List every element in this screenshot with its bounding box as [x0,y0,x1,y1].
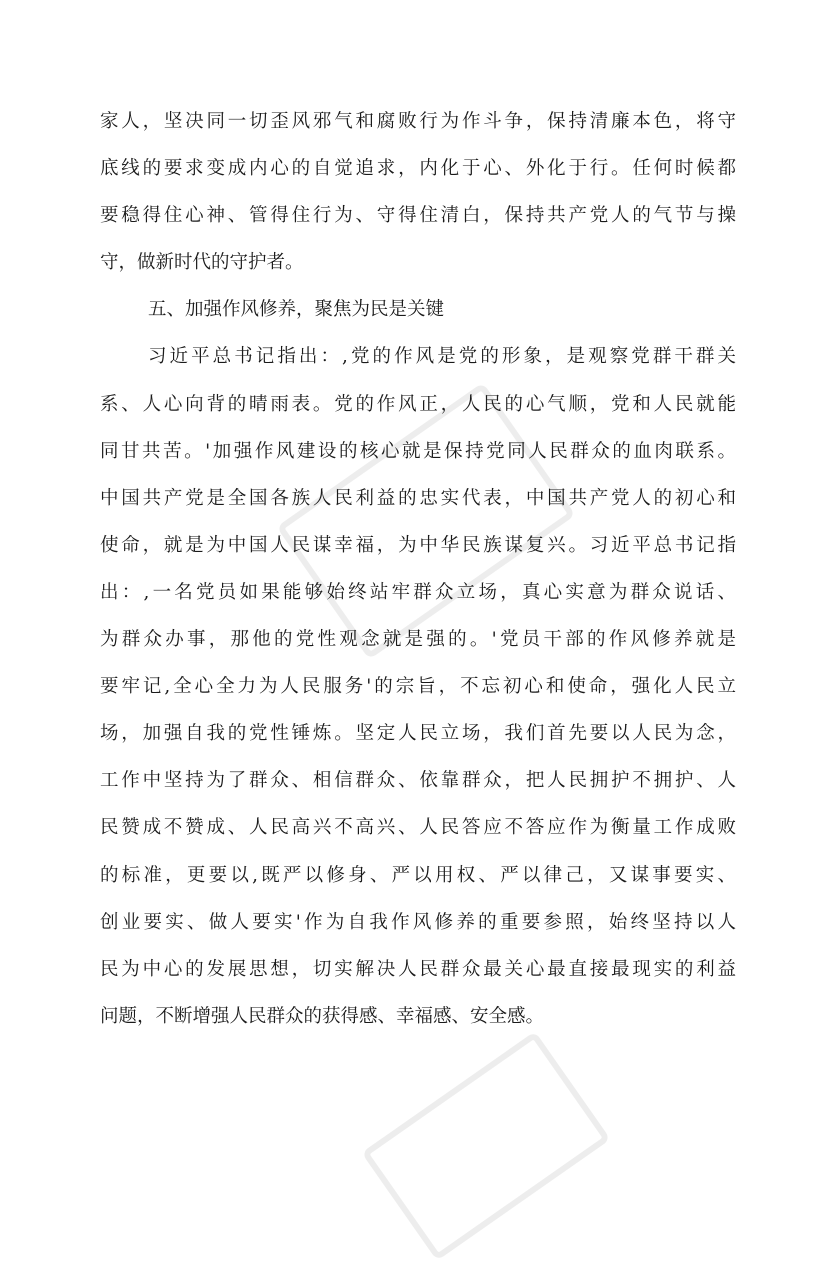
text-line: 中国共产党是全国各族人民利益的忠实代表，中国共产党人的初心和 [100,487,736,509]
text-line: 工作中坚持为了群众、相信群众、依靠群众，把人民拥护不拥护、人 [100,770,736,792]
text-line: 系、人心向背的晴雨表。党的作风正，人民的心气顺，党和人民就能 [100,393,736,415]
text-line: 民为中心的发展思想，切实解决人民群众最关心最直接最现实的利益 [100,958,736,980]
text-line: 民赞成不赞成、人民高兴不高兴、人民答应不答应作为衡量工作成败 [100,817,736,839]
text-line: 要稳得住心神、管得住行为、守得住清白，保持共产党人的气节与操 [100,205,736,227]
section-heading: 五、加强作风修养，聚焦为民是关键 [148,299,445,321]
body-text [100,98,736,1040]
text-line: 同甘共苦。'加强作风建设的核心就是保持党同人民群众的血肉联系。 [100,440,736,462]
watermark-logo [361,1031,610,1261]
text-line: 要牢记,全心全力为人民服务'的宗旨，不忘初心和使命，强化人民立 [100,676,736,698]
text-line: 场，加强自我的党性锤炼。坚定人民立场，我们首先要以人民为念， [100,723,736,745]
text-line: 底线的要求变成内心的自觉追求，内化于心、外化于行。任何时候都 [100,158,736,180]
text-line: 问题，不断增强人民群众的获得感、幸福感、安全感。 [100,1005,545,1027]
text-line: 创业要实、做人要实'作为自我作风修养的重要参照，始终坚持以人 [100,911,736,933]
text-line: 习近平总书记指出：,党的作风是党的形象，是观察党群干群关 [148,346,736,368]
text-line: 使命，就是为中国人民谋幸福，为中华民族谋复兴。习近平总书记指 [100,534,736,556]
text-line: 的标准，更要以,既严以修身、严以用权、严以律己，又谋事要实、 [100,864,736,886]
text-line: 为群众办事，那他的党性观念就是强的。'党员干部的作风修养就是 [100,629,736,651]
text-line: 家人，坚决同一切歪风邪气和腐败行为作斗争，保持清廉本色，将守 [100,111,736,132]
text-line: 出：,一名党员如果能够始终站牢群众立场，真心实意为群众说话、 [100,581,736,603]
text-line: 守，做新时代的守护者。 [100,252,304,274]
